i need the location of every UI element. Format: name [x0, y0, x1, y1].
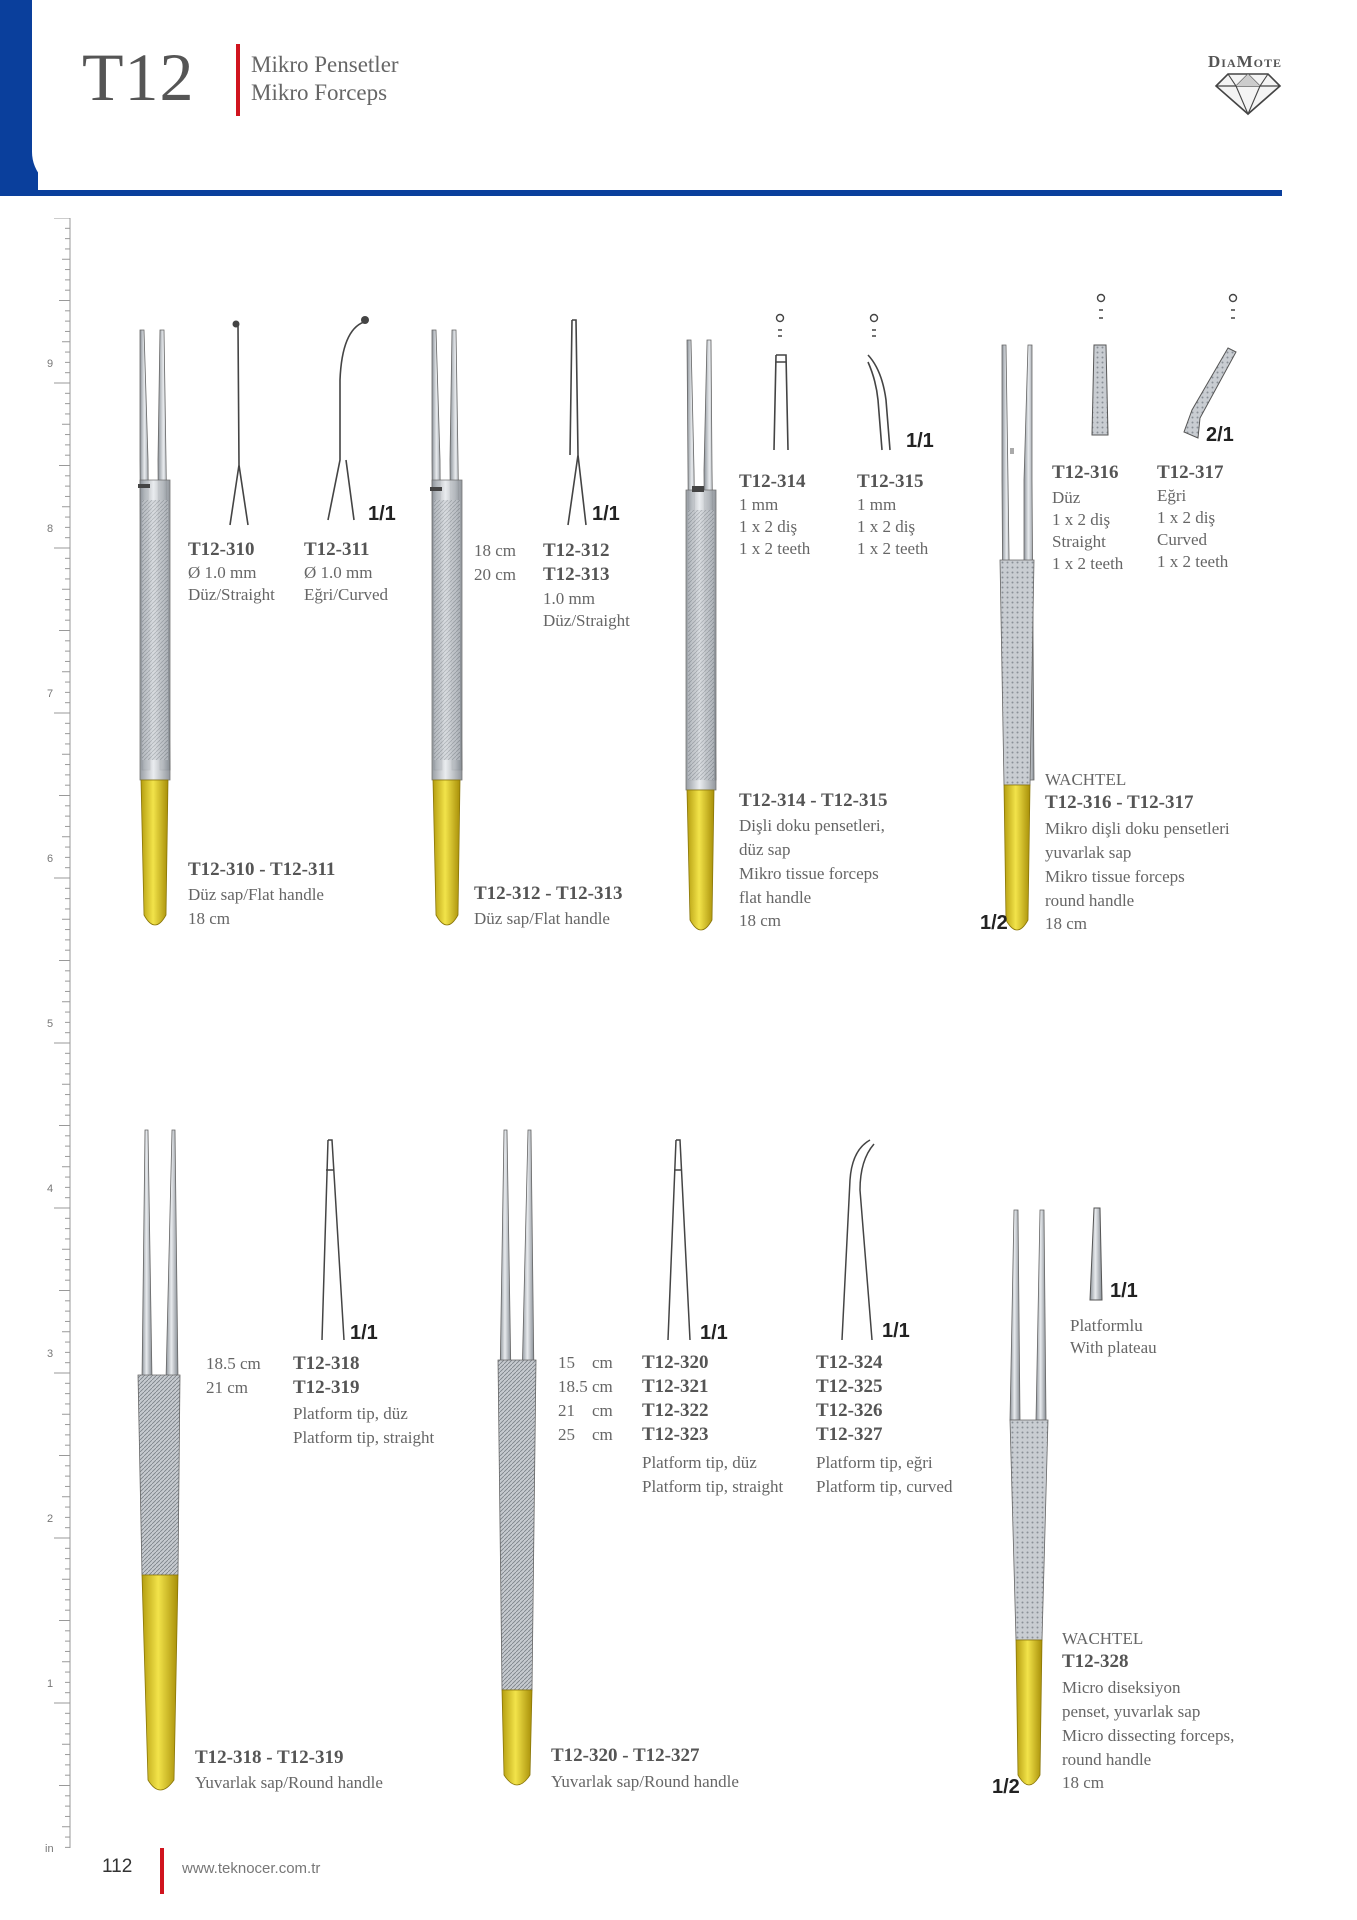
scale-marker: 1/1: [368, 503, 396, 525]
length-value: 18.5: [558, 1377, 588, 1396]
scale-marker: 2/1: [1206, 424, 1234, 446]
scale-marker: 1/2: [980, 912, 1008, 934]
product-length: 21 cm: [206, 1378, 249, 1397]
product-code: T12-328: [1062, 1651, 1129, 1672]
group-length: 18 cm: [1062, 1773, 1105, 1792]
plateau-label: Platformlu: [1070, 1316, 1143, 1335]
product-teeth: 1 x 2 teeth: [857, 539, 929, 558]
product-code: T12-324: [816, 1352, 883, 1373]
product-code: T12-319: [293, 1377, 360, 1398]
tip-detail-t12-318: [322, 1140, 344, 1340]
forceps-t12-328: [1010, 1210, 1048, 1785]
product-shape: Eğri/Curved: [304, 585, 389, 604]
product-shape: Straight: [1052, 532, 1106, 551]
product-desc: Platform tip, düz: [642, 1453, 757, 1472]
brand-logo-text: DiaMote: [1208, 52, 1282, 71]
group-title: T12-318 - T12-319: [195, 1747, 344, 1768]
group-desc: düz sap: [739, 840, 791, 859]
ruler-label-6: 6: [47, 853, 54, 865]
group-title: T12-310 - T12-311: [188, 859, 336, 880]
group-desc: Mikro dişli doku pensetleri: [1045, 819, 1230, 838]
ruler-label-2: 2: [47, 1513, 54, 1525]
ruler-label-1: 1: [47, 1678, 54, 1690]
length-value: 15: [558, 1353, 575, 1372]
product-teeth: 1 x 2 teeth: [739, 539, 811, 558]
ruler-label-9: 9: [47, 358, 54, 370]
product-teeth: 1 x 2 teeth: [1052, 554, 1124, 573]
ruler-label-3: 3: [47, 1348, 54, 1360]
length-unit: cm: [592, 1353, 613, 1372]
website-link[interactable]: www.teknocer.com.tr: [182, 1860, 321, 1877]
ruler-label-5: 5: [47, 1018, 54, 1030]
product-shape: Curved: [1157, 530, 1208, 549]
group-handle: Yuvarlak sap/Round handle: [551, 1772, 739, 1791]
scale-marker: 1/1: [882, 1320, 910, 1342]
product-teeth: 1 x 2 diş: [739, 517, 798, 536]
product-desc: Platform tip, eğri: [816, 1453, 933, 1472]
group-length: 18 cm: [1045, 914, 1088, 933]
group-title: T12-316 - T12-317: [1045, 792, 1194, 813]
group-desc: round handle: [1045, 891, 1135, 910]
length-value: 25: [558, 1425, 575, 1444]
product-length: 18 cm: [474, 541, 517, 560]
forceps-t12-310-311: [138, 330, 170, 925]
scale-marker: 1/2: [992, 1776, 1020, 1798]
forceps-t12-312-313: [430, 330, 462, 925]
group-title: T12-314 - T12-315: [739, 790, 888, 811]
page-title-tr: Mikro Pensetler: [251, 52, 399, 77]
tip-detail-t12-320: [668, 1140, 690, 1340]
group-handle: Yuvarlak sap/Round handle: [195, 1773, 383, 1792]
length-unit: cm: [592, 1425, 613, 1444]
product-code: T12-326: [816, 1400, 883, 1421]
product-code: T12-318: [293, 1353, 360, 1374]
group-desc: Micro dissecting forceps,: [1062, 1726, 1235, 1745]
product-teeth: 1 x 2 diş: [1157, 508, 1216, 527]
group-length: 18 cm: [188, 909, 231, 928]
tip-detail-t12-328: [1090, 1208, 1102, 1300]
tip-detail-t12-312: [568, 320, 586, 525]
product-teeth: 1 x 2 diş: [1052, 510, 1111, 529]
ruler-label-7: 7: [47, 688, 54, 700]
product-code: T12-313: [543, 564, 610, 585]
brand-name: WACHTEL: [1062, 1629, 1144, 1648]
brand-name: WACHTEL: [1045, 770, 1127, 789]
product-teeth: 1 x 2 diş: [857, 517, 916, 536]
product-desc: Platform tip, düz: [293, 1404, 408, 1423]
product-code: T12-314: [739, 471, 806, 492]
tip-detail-t12-317: [1184, 295, 1237, 439]
product-code: T12-325: [816, 1376, 883, 1397]
product-desc: Platform tip, straight: [642, 1477, 784, 1496]
product-code: T12-327: [816, 1424, 883, 1445]
group-handle: Düz sap/Flat handle: [474, 909, 610, 928]
product-code: T12-320: [642, 1352, 709, 1373]
group-desc: yuvarlak sap: [1045, 843, 1132, 862]
product-size: Ø 1.0 mm: [304, 563, 373, 582]
product-teeth: 1 x 2 teeth: [1157, 552, 1229, 571]
forceps-t12-314-315: [686, 340, 716, 930]
scale-marker: 1/1: [592, 503, 620, 525]
length-value: 21: [558, 1401, 575, 1420]
product-code: T12-322: [642, 1400, 709, 1421]
product-desc: Platform tip, curved: [816, 1477, 953, 1496]
scale-marker: 1/1: [350, 1322, 378, 1344]
tip-detail-t12-316: [1092, 295, 1108, 436]
ruler-unit: in: [45, 1843, 54, 1855]
group-title: T12-312 - T12-313: [474, 883, 623, 904]
scale-marker: 1/1: [700, 1322, 728, 1344]
product-size: 1.0 mm: [543, 589, 595, 608]
section-code: T12: [82, 39, 195, 115]
group-desc: Dişli doku pensetleri,: [739, 816, 885, 835]
forceps-t12-320-327: [498, 1130, 536, 1785]
product-desc: Platform tip, straight: [293, 1428, 435, 1447]
product-size: Ø 1.0 mm: [188, 563, 257, 582]
group-desc: penset, yuvarlak sap: [1062, 1702, 1201, 1721]
tip-detail-t12-324: [842, 1140, 874, 1340]
footer-divider: [160, 1848, 164, 1894]
product-code: T12-316: [1052, 462, 1119, 483]
product-code: T12-312: [543, 540, 610, 561]
tip-detail-t12-310: [230, 321, 248, 526]
group-desc: Micro diseksiyon: [1062, 1678, 1181, 1697]
page-title-en: Mikro Forceps: [251, 80, 388, 105]
ruler-label-4: 4: [47, 1183, 54, 1195]
page-number: 112: [102, 1856, 133, 1877]
ruler-label-8: 8: [47, 523, 54, 535]
length-unit: cm: [592, 1377, 613, 1396]
group-handle: Düz sap/Flat handle: [188, 885, 324, 904]
product-shape: Düz/Straight: [543, 611, 630, 630]
group-desc: Mikro tissue forceps: [1045, 867, 1185, 886]
product-size: 1 mm: [739, 495, 779, 514]
group-desc: flat handle: [739, 888, 812, 907]
product-code: T12-311: [304, 539, 370, 560]
plateau-label: With plateau: [1070, 1338, 1157, 1357]
tip-detail-t12-315: [868, 315, 890, 451]
length-unit: cm: [592, 1401, 613, 1420]
group-desc: Mikro tissue forceps: [739, 864, 879, 883]
product-shape: Eğri: [1157, 486, 1187, 505]
product-length: 20 cm: [474, 565, 517, 584]
group-title: T12-320 - T12-327: [551, 1745, 700, 1766]
scale-marker: 1/1: [1110, 1280, 1138, 1302]
product-code: T12-315: [857, 471, 924, 492]
product-size: 1 mm: [857, 495, 897, 514]
tip-detail-t12-311: [328, 316, 369, 520]
product-code: T12-310: [188, 539, 255, 560]
scale-marker: 1/1: [906, 430, 934, 452]
product-length: 18.5 cm: [206, 1354, 261, 1373]
tip-detail-t12-314: [774, 315, 788, 451]
forceps-t12-318-319: [138, 1130, 180, 1790]
product-shape: Düz: [1052, 488, 1081, 507]
product-shape: Düz/Straight: [188, 585, 275, 604]
group-desc: round handle: [1062, 1750, 1152, 1769]
group-length: 18 cm: [739, 911, 782, 930]
product-code: T12-321: [642, 1376, 709, 1397]
product-code: T12-323: [642, 1424, 709, 1445]
product-code: T12-317: [1157, 462, 1224, 483]
forceps-t12-316-317: [1000, 345, 1034, 930]
